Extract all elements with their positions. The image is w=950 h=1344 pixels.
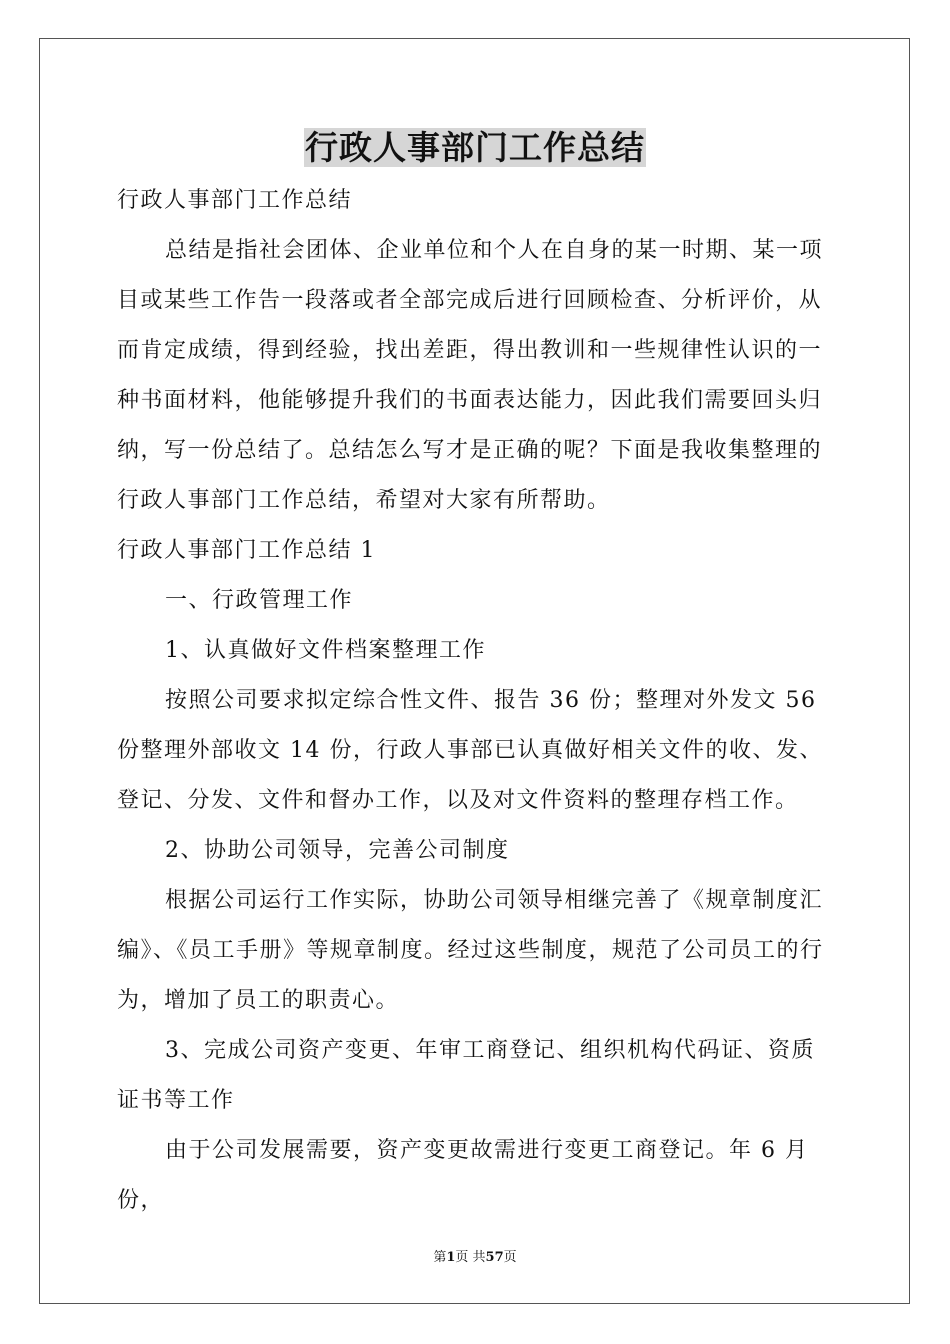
item-heading-2: 2、协助公司领导，完善公司制度 [165,838,510,863]
document-title [0,126,950,170]
footer-total-pages: 57 [485,1250,504,1265]
footer-suffix: 页 [503,1250,517,1265]
footer-mid: 页 共 [455,1250,486,1265]
subtitle: 行政人事部门工作总结 [117,188,353,213]
document-body [117,176,837,1226]
item-paragraph-2: 根据公司运行工作实际，协助公司领导相继完善了《规章制度汇编》、《员工手册》等规章制度。经过这些制度，规范了公司员工的行为，增加了员工的职责心。 [117,888,824,1013]
page-footer [0,1246,950,1265]
item-heading-1: 1、认真做好文件档案整理工作 [165,638,486,663]
footer-prefix: 第 [433,1250,447,1265]
subheading-admin: 一、行政管理工作 [165,588,354,613]
item-paragraph-1: 按照公司要求拟定综合性文件、报告 36 份；整理对外发文 56 份整理外部收文 14 份，行政人事部已认真做好相关文件的收、发、登记、分发、文件和督办工作，以及对文件资料的整理存档工作。 [117,688,823,813]
item-paragraph-3: 由于公司发展需要，资产变更故需进行变更工商登记。年 6 月份， [117,1138,809,1213]
section-heading: 行政人事部门工作总结 1 [117,538,376,563]
title-text: 行政人事部门工作总结 [305,128,645,167]
intro-paragraph: 总结是指社会团体、企业单位和个人在自身的某一时期、某一项目或某些工作告一段落或者全部完成后进行回顾检查、分析评价，从而肯定成绩，得到经验，找出差距，得出教训和一些规律性认识的一种书面材料，他能够提升我们的书面表达能力，因此我们需要回头归纳，写一份总结了。总结怎么写才是正确的呢？下面是我收集整理的行政人事部门工作总结，希望对大家有所帮助。 [117,238,824,513]
footer-page-number: 1 [446,1250,456,1265]
item-heading-3: 3、完成公司资产变更、年审工商登记、组织机构代码证、资质证书等工作 [117,1038,815,1113]
